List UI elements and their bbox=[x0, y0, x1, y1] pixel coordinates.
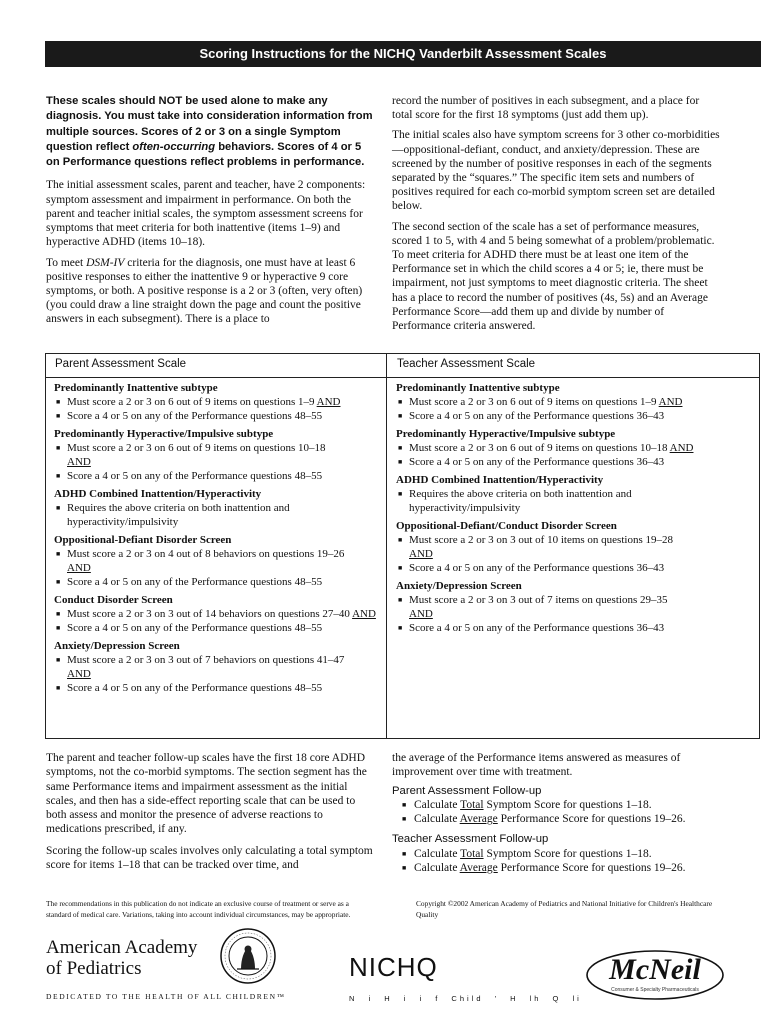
criteria-item: ■ Must score a 2 or 3 on 3 out of 7 items on questions 29–35 AND bbox=[396, 593, 741, 621]
subtype-heading: Anxiety/Depression Screen bbox=[396, 580, 522, 592]
criteria-item: ■ Requires the above criteria on both inattention and hyperactivity/impulsivity bbox=[396, 487, 741, 515]
criteria-item: ■ Score a 4 or 5 on any of the Performance questions 36–43 bbox=[396, 409, 741, 423]
mcneil-wordmark: McNeil bbox=[609, 953, 701, 986]
followup-left-column bbox=[46, 751, 376, 879]
followup-item: ■ Calculate Average Performance Score for questions 19–26. bbox=[392, 812, 732, 826]
subtype-heading: Conduct Disorder Screen bbox=[54, 594, 173, 606]
parent-scale-title: Parent Assessment Scale bbox=[55, 358, 187, 370]
criteria-item: ■ Must score a 2 or 3 on 6 out of 9 items on questions 1–9 AND bbox=[396, 395, 741, 409]
aap-logo-text: American Academy of Pediatrics bbox=[46, 937, 198, 979]
intro-paragraph: The second section of the scale has a set of performance measures, scored 1 to 5, with 4 and 5 being somewhat of a problem/problematic. To meet criteria for ADHD there must be at least one item of the Performance set in which the child scores a 4 or 5; ie, there must be impairment, not just symptoms to meet diagnostic criteria. The sheet has a place to record the number of positives (4s, 5s) and an Average Performance Score—add them up and divide by number of Performance criteria answered. bbox=[392, 220, 715, 333]
subtype-heading: Predominantly Hyperactive/Impulsive subtype bbox=[54, 428, 274, 440]
scoring-criteria-table bbox=[45, 353, 760, 739]
criteria-item: ■ Must score a 2 or 3 on 3 out of 14 behaviors on questions 27–40 AND bbox=[54, 607, 379, 621]
criteria-item: ■ Must score a 2 or 3 on 3 out of 10 items on questions 19–28 AND bbox=[396, 533, 741, 561]
criteria-item: ■ Score a 4 or 5 on any of the Performance questions 48–55 bbox=[54, 575, 379, 589]
aap-seal-icon bbox=[219, 927, 277, 985]
intro-warning: These scales should NOT be used alone to make any diagnosis. You must take into consideration information from multiple sources. Scores of 2 or 3 on a single Symptom question reflect often-occurring behaviors. Scores of 4 or 5 on Performance questions reflect problems in performance. bbox=[46, 95, 373, 169]
teacher-scale-title: Teacher Assessment Scale bbox=[397, 358, 536, 370]
nichq-subtitle: N i H i i f Child ' H lh Q li bbox=[349, 994, 582, 1003]
copyright: Copyright ©2002 American Academy of Pediatrics and National Initiative for Children's Healthcare Quality bbox=[416, 899, 713, 919]
criteria-item: ■ Score a 4 or 5 on any of the Performance questions 36–43 bbox=[396, 455, 741, 469]
criteria-item: ■ Score a 4 or 5 on any of the Performance questions 48–55 bbox=[54, 681, 379, 695]
criteria-item: ■ Must score a 2 or 3 on 6 out of 9 items on questions 10–18 AND bbox=[54, 441, 379, 469]
header-divider bbox=[46, 377, 759, 378]
criteria-item: ■ Score a 4 or 5 on any of the Performance questions 48–55 bbox=[54, 469, 379, 483]
subtype-heading: Anxiety/Depression Screen bbox=[54, 640, 180, 652]
intro-left-column bbox=[46, 94, 376, 333]
followup-item: ■ Calculate Total Symptom Score for questions 1–18. bbox=[392, 847, 732, 861]
followup-paragraph: The parent and teacher follow-up scales have the first 18 core ADHD symptoms, not the co-morbid symptoms. The section segment has the same Performance items and impairment assessment as the initial scales, and then has a side-effect reporting scale that can be used to both assess and monitor the presence of adverse reactions to medications prescribed, if any. bbox=[46, 752, 367, 836]
subtype-heading: Oppositional-Defiant Disorder Screen bbox=[54, 534, 232, 546]
followup-paragraph: the average of the Performance items answered as measures of improvement over time with treatment. bbox=[392, 752, 681, 779]
teacher-followup-heading: Teacher Assessment Follow-up bbox=[392, 833, 549, 846]
subtype-heading: Predominantly Hyperactive/Impulsive subtype bbox=[396, 428, 616, 440]
subtype-heading: Predominantly Inattentive subtype bbox=[54, 382, 218, 394]
parent-criteria bbox=[54, 381, 379, 695]
followup-item: ■ Calculate Total Symptom Score for questions 1–18. bbox=[392, 798, 732, 812]
criteria-item: ■ Score a 4 or 5 on any of the Performance questions 48–55 bbox=[54, 409, 379, 423]
subtype-heading: Predominantly Inattentive subtype bbox=[396, 382, 560, 394]
followup-right-column bbox=[392, 751, 732, 875]
mcneil-subtitle: Consumer & Specialty Pharmaceuticals bbox=[611, 987, 699, 993]
subtype-heading: ADHD Combined Inattention/Hyperactivity bbox=[396, 474, 604, 486]
criteria-item: ■ Score a 4 or 5 on any of the Performance questions 36–43 bbox=[396, 561, 741, 575]
subtype-heading: Oppositional-Defiant/Conduct Disorder Screen bbox=[396, 520, 617, 532]
intro-paragraph: To meet DSM-IV criteria for the diagnosis, one must have at least 6 positive responses to either the inattentive 9 or hyperactive 9 core symptoms, or both. A positive response is a 2 or 3 (often, very often) (you could draw a line straight down the page and count the positive answers in each subsegment). There is a place to bbox=[46, 256, 363, 326]
intro-paragraph: The initial assessment scales, parent and teacher, have 2 components: symptom assessment and impairment in performance. On both the parent and teacher initial scales, the symptom assessment screens for symptoms that meet criteria for both inattentive (items 1–9) and hyperactive ADHD (items 10–18). bbox=[46, 179, 366, 249]
subtype-heading: ADHD Combined Inattention/Hyperactivity bbox=[54, 488, 262, 500]
criteria-item: ■ Score a 4 or 5 on any of the Performance questions 48–55 bbox=[54, 621, 379, 635]
intro-paragraph: record the number of positives in each subsegment, and a place for total score for the first 18 symptoms (just add them up). bbox=[392, 95, 700, 122]
aap-tagline: DEDICATED TO THE HEALTH OF ALL CHILDREN™ bbox=[46, 992, 286, 1001]
criteria-item: ■ Requires the above criteria on both inattention and hyperactivity/impulsivity bbox=[54, 501, 379, 529]
page-title: Scoring Instructions for the NICHQ Vanderbilt Assessment Scales bbox=[45, 41, 761, 67]
followup-paragraph: Scoring the follow-up scales involves only calculating a total symptom score for items 1–18 that can be tracked over time, and bbox=[46, 844, 373, 872]
parent-followup-heading: Parent Assessment Follow-up bbox=[392, 784, 542, 797]
criteria-item: ■ Must score a 2 or 3 on 3 out of 7 behaviors on questions 41–47 AND bbox=[54, 653, 379, 681]
intro-paragraph: The initial scales also have symptom screens for 3 other co-morbidities—oppositional-defiant, conduct, and anxiety/depression. These are screened by the number of positive responses in each of the segments separated by the “squares.” The specific item sets and numbers of positives required for each co-morbid symptom screen set are detailed below. bbox=[392, 129, 720, 213]
mcneil-logo-icon bbox=[583, 945, 728, 1005]
criteria-item: ■ Score a 4 or 5 on any of the Performance questions 36–43 bbox=[396, 621, 741, 635]
intro-right-column bbox=[392, 94, 722, 339]
nichq-logo: NICHQ bbox=[349, 952, 438, 982]
teacher-criteria bbox=[396, 381, 741, 635]
followup-item: ■ Calculate Average Performance Score for questions 19–26. bbox=[392, 861, 732, 875]
disclaimer: The recommendations in this publication do not indicate an exclusive course of treatment or serve as a standard of medical care. Variations, taking into account individual circumstances, may be appropriate. bbox=[46, 899, 351, 919]
column-divider bbox=[386, 354, 387, 738]
criteria-item: ■ Must score a 2 or 3 on 6 out of 9 items on questions 1–9 AND bbox=[54, 395, 379, 409]
criteria-item: ■ Must score a 2 or 3 on 4 out of 8 behaviors on questions 19–26 AND bbox=[54, 547, 379, 575]
criteria-item: ■ Must score a 2 or 3 on 6 out of 9 items on questions 10–18 AND bbox=[396, 441, 741, 455]
